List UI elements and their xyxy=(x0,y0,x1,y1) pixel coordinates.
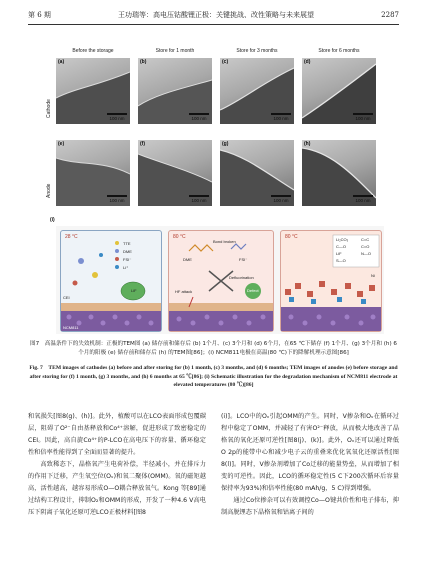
legend-c-o: C—O xyxy=(336,244,346,249)
label-lif: LiF xyxy=(131,288,137,293)
schematic-panel-elevated-2 xyxy=(280,230,382,332)
tem-image-f xyxy=(138,140,212,206)
legend-c-c: C=C xyxy=(361,237,370,242)
schematic-i xyxy=(50,217,384,334)
legend-li2co3: Li₂CO₃ xyxy=(336,237,349,242)
col-heading-3-months: Store for 3 months xyxy=(236,48,278,54)
scale-bar-e: 100 nm xyxy=(107,195,127,203)
schematic-drawing-1 xyxy=(61,231,161,331)
temp-label-80c-b: 80 °C xyxy=(285,234,298,240)
col-heading-before: Before the storage xyxy=(72,48,114,54)
panel-label-b: (b) xyxy=(140,59,147,65)
row-label-cathode: Cathode xyxy=(46,99,52,118)
label-defect: Defect xyxy=(247,288,259,293)
tem-image-d xyxy=(302,58,376,124)
row-label-anode: Anode xyxy=(46,183,52,198)
panel-label-g: (g) xyxy=(222,141,229,147)
schematic-drawing-2 xyxy=(169,231,273,331)
scale-bar-h: 100 nm xyxy=(353,195,373,203)
panel-label-c: (c) xyxy=(222,59,229,65)
col-heading-1-month: Store for 1 month xyxy=(155,48,195,54)
panel-label-e: (e) xyxy=(58,141,65,147)
scale-bar-b: 100 nm xyxy=(189,113,209,121)
label-cei: CEI xyxy=(63,295,70,300)
tem-image-h xyxy=(302,140,376,206)
tem-image-g xyxy=(220,140,294,206)
legend-dme: DME xyxy=(123,249,132,254)
schematic-panel-elevated-1 xyxy=(168,230,274,332)
scale-bar-g: 100 nm xyxy=(271,195,291,203)
panel-label-a: (a) xyxy=(58,59,65,65)
paragraph: 通过Co位掺杂可以有效调控Co—O键共价性和电子排布，抑制高脱锂态下晶格氧和钴离子间的 xyxy=(221,497,399,516)
label-defluorination: Defluorination xyxy=(229,275,254,280)
paragraph: (i)]。LCO中的Oᵥ引起OMM的产生。同时，V掺杂和Oᵥ在循环过程中稳定了OMM，并减轻了有害O²⁻释放，从而极大地改善了晶格氧的氧化还原可逆性[图8(j)、(k)]。此外，Oᵥ还可以通过降低O 2p的能带中心和减少电子云的重叠来优化氧氧化还原活性[图8(l)]。同时，V掺杂剂增加了Co迁移的能量势垒，从而增加了相变的可逆性。因此，LCO的循环稳定性(5 C下200次循环后容量保持率为93%)和倍率性能(80 mAh/g，5 C)得到增强。 xyxy=(221,413,399,492)
running-title: 王功瑞等：高电压钴酸锂正极：关键挑战、改性策略与未来展望 xyxy=(118,11,315,19)
paragraph: 高致稀态下，晶格氧产生电荷补偿，半径减小，并在排斥力的作用下迁移，产生氧空位(Oᵥ)和氧二聚体(OMM)。氧的磁矩越高，活性越高，越容易形成O—O耦合释放氧气。Kong 等[89]通过结构工程设计，抑制O₂和OMM的形成，开发了一种4.6 V高电压下阴离子氧化还原可逆LCO正极材料[图8 xyxy=(28,461,206,516)
schematic-panel-room-temp xyxy=(60,230,162,332)
panel-label-h: (h) xyxy=(304,141,311,147)
panel-label-i: (i) xyxy=(50,217,55,223)
label-bond-broken: Bond broken xyxy=(213,239,236,244)
legend-n-o: N—O xyxy=(361,251,371,256)
legend-fsi: FSI⁻ xyxy=(123,257,132,262)
scale-bar-f: 100 nm xyxy=(189,195,209,203)
body-column-right xyxy=(221,411,399,519)
legend-c-o-double: C=O xyxy=(361,244,370,249)
body-text xyxy=(28,411,399,519)
figure-caption-cn: 图7 高温条件下的失效机制：正极的TEM图 (a) 储存前和储存后 (b) 1个月、(c) 3个月和 (d) 6个月，在65 ℃下储存 (f) 1个月、(g) 3个月和 (h) 6个月的阳极 (e) 储存前和储存后 (h) 的TEM图[86]；(i) NCM811电极在高温(80 ℃)下的降解机理示意图[86] xyxy=(30,341,397,356)
header-rule xyxy=(28,24,399,25)
temp-label-80c-a: 80 °C xyxy=(173,234,186,240)
label-hf-attack: HF attack xyxy=(175,289,193,294)
running-header xyxy=(28,8,399,22)
legend-lif: LiF xyxy=(336,251,342,256)
tem-image-b xyxy=(138,58,212,124)
scale-bar-c: 100 nm xyxy=(271,113,291,121)
legend-li: Li⁺ xyxy=(123,265,129,270)
legend-tte: TTE xyxy=(123,241,131,246)
page-number: 2287 xyxy=(381,11,399,19)
label-ncm811: NCM811 xyxy=(63,325,79,330)
label-ni: Ni xyxy=(371,273,375,278)
tem-image-a xyxy=(56,58,130,124)
label-dme: DME xyxy=(183,257,192,262)
panel-label-f: (f) xyxy=(140,141,145,147)
paragraph: 和氧损失[图8(g)、(h)]。此外，植酸可以在LCO表面形成包覆碳层，阻碍了O²⁻自由基释放和Co⁴⁺溶解，促进形成了致密稳定的CEI。因此，高自旋Co⁴⁺的P-LCO在高电压下的容量、循环稳定性和倍率性能得到了全面而显著的提升。 xyxy=(28,413,206,456)
tem-image-e xyxy=(56,140,130,206)
scale-bar-d: 100 nm xyxy=(353,113,373,121)
figure-caption-en: Fig. 7 TEM images of cathodes (a) before and after storing for (b) 1 month, (c) 3 months, and (d) 6 months; TEM images of anodes (e) before storage and after storing for (f) 1 month, (g) 3 months, and (h) 6 months at 65 ℃[86]; (i) Schematic illustration for the degradation mechanism of NCM811 electrode at elevated temperatures (80 ℃)[86] xyxy=(29,365,398,389)
scale-bar-a: 100 nm xyxy=(107,113,127,121)
issue-label: 第 6 期 xyxy=(28,11,51,19)
panel-label-d: (d) xyxy=(304,59,311,65)
temp-label-28c: 28 °C xyxy=(65,234,78,240)
figure-7 xyxy=(46,48,384,334)
body-column-left xyxy=(28,411,206,519)
col-heading-6-months: Store for 6 months xyxy=(318,48,360,54)
label-fsi: FSI⁻ xyxy=(239,257,248,262)
tem-image-c xyxy=(220,58,294,124)
legend-s-o: S—O xyxy=(336,258,346,263)
